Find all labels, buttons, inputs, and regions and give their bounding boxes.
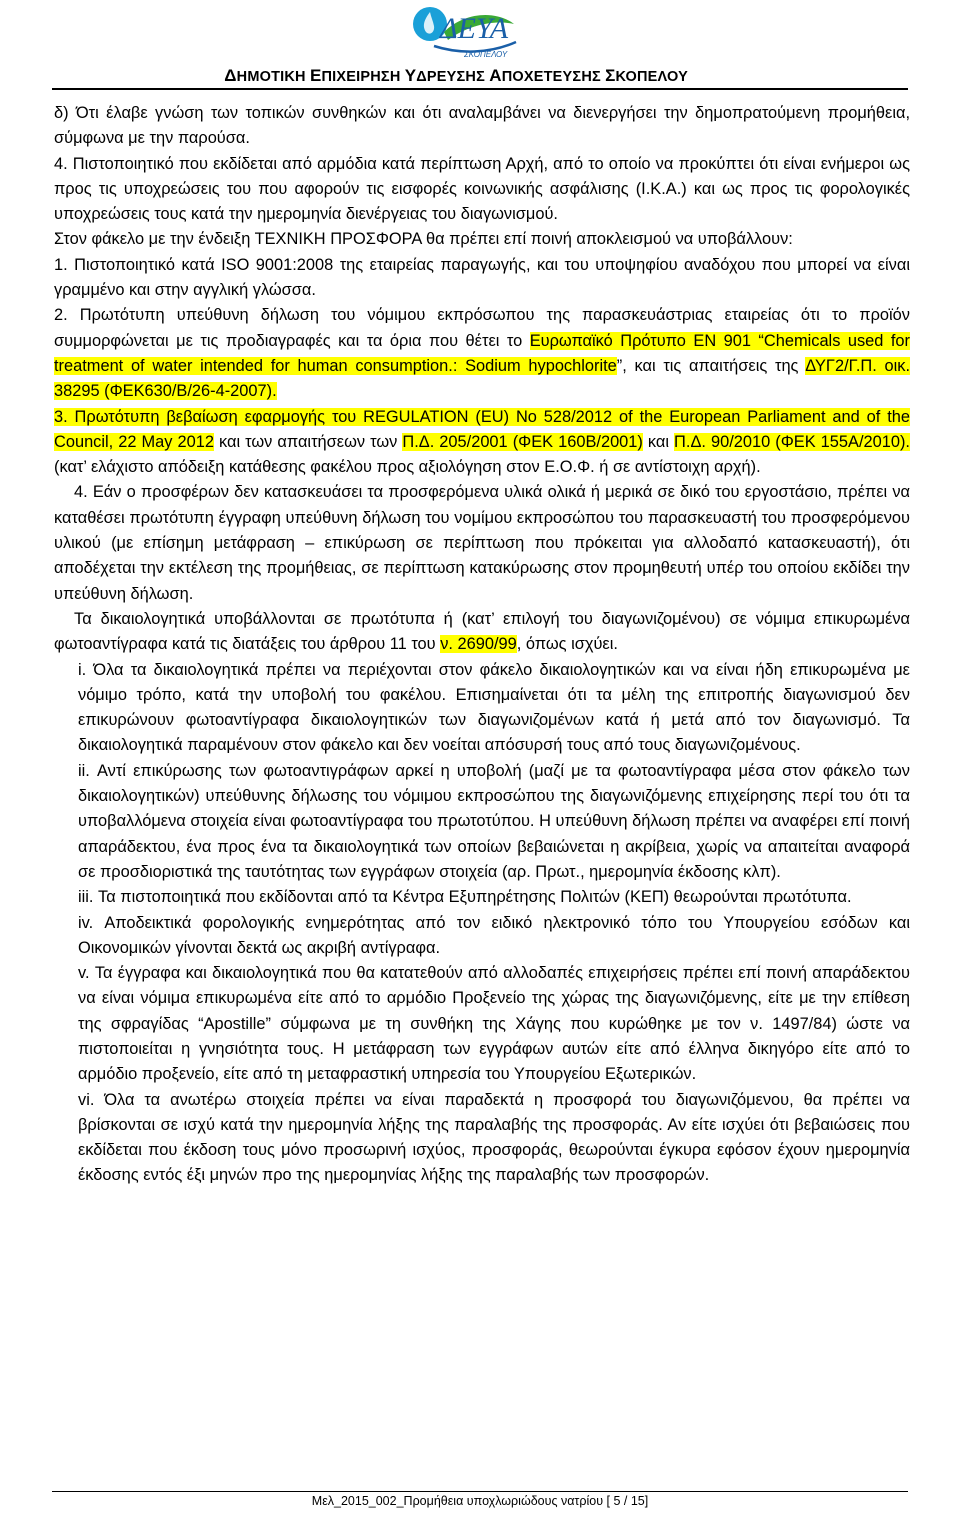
company-cap-3: Υ bbox=[404, 66, 417, 85]
paragraph-tech-3 bbox=[54, 405, 910, 481]
company-rest-5: ΚΟΠΕΛΟΥ bbox=[615, 69, 688, 85]
documents-text-a: Τα δικαιολογητικά υποβάλλονται σε πρωτότυπα ή (κατ’ επιλογή του διαγωνιζομένου) σε νόμιμα επικυρωμένα φωτοαντίγραφα κατά τις διατάξεις του άρθρου 11 του bbox=[54, 609, 910, 654]
tech-2-text-a: 2. Πρωτότυπη υπεύθυνη δήλωση του νόμιμου εκπρόσωπου της παρασκευάστριας εταιρείας ότι το προϊόν συμμορφώνεται με τις προδιαγραφές και τα όρια που θέτει το bbox=[54, 306, 910, 350]
paragraph-roman-vi: vi. Όλα τα ανωτέρω στοιχεία πρέπει να είναι παραδεκτά η προσφορά του διαγωνιζόμενου, θα πρέπει να βρίσκονται σε ισχύ κατά την ημερομηνία λήξης της παραλαβής της προσφοράς. Αν είτε ισχύει ότι βεβαιώσεις που εκδίδεται που έκδοση τους μόνο προσωρινή ισχύος, προσφοράς, θεωρούνται έγκυρα εφόσον έχουν ημερομηνία έκδοσης εντός έξι μηνών προ της ημερομηνίας λήξης της παραλαβής των προσφορών. bbox=[78, 1090, 910, 1185]
company-name bbox=[224, 66, 688, 86]
paragraph-roman-iii: iii. Τα πιστοποιητικά που εκδίδονται από τα Κέντρα Εξυπηρέτησης Πολιτών (ΚΕΠ) θεωρούνται πρωτότυπα. bbox=[78, 888, 852, 907]
company-cap-1: Δ bbox=[224, 66, 237, 85]
company-rest-1: ΗΜΟΤΙΚΗ bbox=[236, 69, 310, 85]
tech-3-text-b: και bbox=[642, 432, 675, 451]
document-body bbox=[54, 101, 910, 1189]
company-cap-2: Ε bbox=[309, 66, 322, 85]
company-rest-3: ΔΡΕΥΣΗΣ bbox=[416, 69, 490, 85]
company-cap-5: Σ bbox=[605, 66, 616, 85]
documents-text-b: , όπως ισχύει. bbox=[516, 635, 618, 654]
logo-subtext: ΣΚΟΠΕΛΟΥ bbox=[464, 50, 508, 59]
company-cap-4: Α bbox=[489, 66, 502, 85]
paragraph-tech-1: 1. Πιστοποιητικό κατά ISO 9001:2008 της εταιρείας παραγωγής, και του υποψηφίου αναδόχου που μπορεί να είναι γραμμένο και στην αγγλική γλώσσα. bbox=[54, 255, 910, 300]
company-logo bbox=[404, 2, 520, 66]
header-rule bbox=[52, 88, 908, 90]
paragraph-roman-v: v. Τα έγγραφα και δικαιολογητικά που θα κατατεθούν από αλλοδαπές επιχειρήσεις πρέπει επί ποινή απαράδεκτου να είναι νόμιμα επικυρωμένα είτε από το αρμόδιο Προξενείο της χώρας της διαγωνιζόμενης, είτε με την επίθεση της σφραγίδας “Apostille” σύμφωνα με τη συνθήκη της Χάγης που κυρώθηκε με τον ν. 1497/84) ώστε να πιστοποιείται η γνησιότητα τους. Η μετάφραση των εγγράφων αυτών είτε από έλληνα δικηγόρο είτε από το αρμόδιο προξενείο, είτε από τη μεταφραστική υπηρεσία του Υπουργείου Εξωτερικών. bbox=[78, 964, 910, 1084]
documents-highlight-law: ν. 2690/99 bbox=[440, 635, 517, 654]
paragraph-roman-ii: ii. Αντί επικύρωσης των φωτοαντιγράφων αρκεί η υποβολή (μαζί με τα φωτοαντίγραφα μέσα στον φάκελο των δικαιολογητικών) υπεύθυνης δήλωσης του νόμιμου εκπροσώπου της διαγωνιζόμενης επιχείρησης περί του ότι τα υποβαλλόμενα στοιχεία είναι φωτοαντίγραφα του πρωτοτύπου. Η υπεύθυνη δήλωση πρέπει να αναφέρει επί ποινή απαράδεκτου, ένα προς ένα τα δικαιολογητικά των οποίων βεβαιώνεται η ακρίβεια, χωρίς να απαιτείται αναφορά σε προσδιοριστικά της ταυτότητας των εγγράφων στοιχεία (αρ. Πρωτ., ημερομηνία έκδοσης κλπ). bbox=[78, 761, 910, 881]
paragraph-tech-2 bbox=[54, 303, 910, 404]
tech-2-text-b: ”, και τις απαιτήσεις της bbox=[616, 356, 806, 375]
paragraph-roman-iv: iv. Αποδεικτικά φορολογικής ενημερότητας από τον ειδικό ηλεκτρονικό τόπο του Υπουργείου εσόδων και Οικονομικών γίνονται δεκτά ως ακριβή αντίγραφα. bbox=[78, 913, 910, 957]
tech-3-highlight-regulation: 3. Πρωτότυπη βεβαίωση εφαρμογής του REGULATION (EU) No 528/2012 of the European Parliament and of the Council, 22 May 2012 bbox=[54, 407, 910, 451]
paragraph-4-manufacturer: 4. Εάν ο προσφέρων δεν κατασκευάσει τα προσφερόμενα υλικά ολικά ή μερικά σε δικό του εργοστάσιο, πρέπει να καταθέσει πρωτότυπη έγγραφη υπεύθυνη δήλωση του νομίμου εκπροσώπου του παρασκευαστή του προσφερόμενου υλικού (με επίσημη μετάφραση – επικύρωση σε περίπτωση που πρόκειται για αλλοδαπό κατασκευαστή), ότι αποδέχεται την εκτέλεση της προμήθειας, σε περίπτωση κατακύρωσης στον προμηθευτή υπέρ του οποίου εκδίδει την υπεύθυνη δήλωση. bbox=[54, 483, 910, 603]
paragraph-4-certificate: 4. Πιστοποιητικό που εκδίδεται από αρμόδια κατά περίπτωση Αρχή, από το οποίο να προκύπτει ότι είναι ενήμεροι ως προς τις υποχρεώσεις του που αφορούν τις εισφορές κοινωνικής ασφάλισης (Ι.Κ.Α.) και ως προς τις φορολογικές υποχρεώσεις τους κατά την ημερομηνία διενέργειας του διαγωνισμού. bbox=[54, 154, 910, 224]
paragraph-documents bbox=[54, 607, 910, 658]
tech-3-highlight-pd-90: Π.Δ. 90/2010 (ΦΕΚ 155Α/2010). bbox=[674, 432, 910, 451]
company-rest-4: ΠΟΧΕΤΕΥΣΗΣ bbox=[501, 69, 606, 85]
tech-2-highlight-decree: ΔΥΓ2/Γ.Π. οικ. 38295 (ΦΕΚ630/Β/26-4-2007). bbox=[54, 356, 911, 401]
tech-3-highlight-pd-205: Π.Δ. 205/2001 (ΦΕΚ 160Β/2001) bbox=[402, 432, 643, 451]
tech-3-text-a: και των απαιτήσεων των bbox=[213, 432, 403, 451]
paragraph-roman-i: i. Όλα τα δικαιολογητικά πρέπει να περιέχονται στον φάκελο δικαιολογητικών και να είναι ήδη επικυρωμένα με νόμιμο τρόπο, κατά την υποβολή του φακέλου. Επισημαίνεται ότι τα μέλη της επιτροπής διαγωνισμού δεν επικυρώνουν φωτοαντίγραφα δικαιολογητικών των διαγωνιζομένων κατά ή μετά από τον διαγωνισμό. Τα δικαιολογητικά παραμένουν στον φάκελο και δεν νοείται απόσυρσή τους από τους διαγωνιζομένους. bbox=[78, 660, 910, 755]
footer-rule bbox=[52, 1491, 908, 1492]
tech-2-highlight-standard: Ευρωπαϊκό Πρότυπο ΕΝ 901 “Chemicals used for treatment of water intended for human consumption.: Sodium hypochlorite bbox=[54, 331, 910, 375]
page-footer: Μελ_2015_002_Προμήθεια υποχλωριώδους νατρίου [ 5 / 15] bbox=[311, 1494, 649, 1508]
paragraph-technical-offer: Στον φάκελο με την ένδειξη ΤΕΧΝΙΚΗ ΠΡΟΣΦΟΡΑ θα πρέπει επί ποινή αποκλεισμού να υποβάλλουν: bbox=[54, 230, 793, 249]
company-rest-2: ΠΙΧΕΙΡΗΣΗ bbox=[321, 69, 405, 85]
tech-3-text-c: (κατ’ ελάχιστο απόδειξη κατάθεσης φακέλου προς αξιολόγηση στον Ε.Ο.Φ. ή σε αντίστοιχη αρχή). bbox=[54, 458, 761, 477]
logo-text: ΔΕΥΑ bbox=[440, 12, 509, 45]
paragraph-delta: δ) Ότι έλαβε γνώση των τοπικών συνθηκών και ότι αναλαμβάνει να διενεργήσει την δημοπρατούμενη προμήθεια, σύμφωνα με την παρούσα. bbox=[54, 104, 910, 148]
page-header bbox=[0, 0, 960, 92]
